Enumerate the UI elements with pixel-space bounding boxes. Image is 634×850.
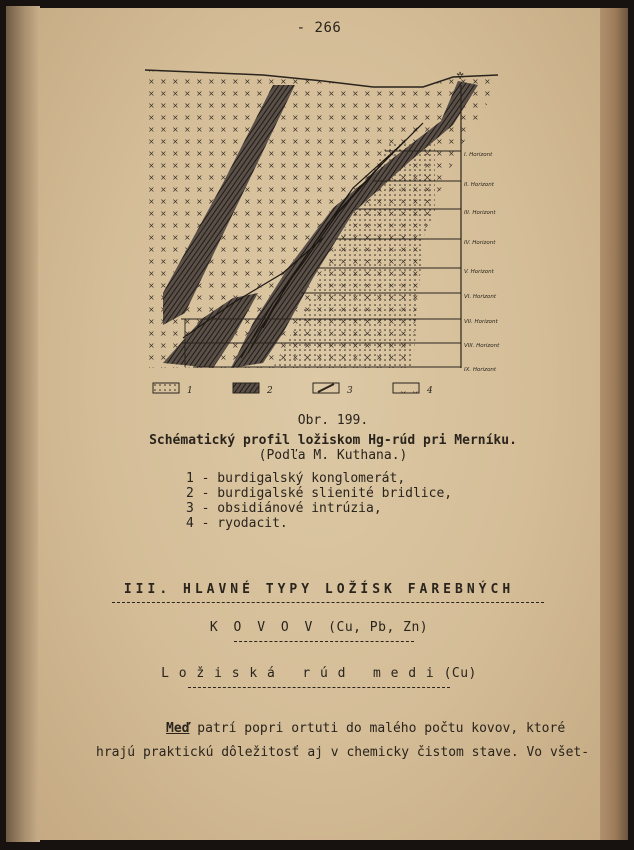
figure-legend (153, 383, 433, 396)
body-line-1 (166, 718, 634, 740)
legend-key-4: 4 (427, 386, 433, 396)
legend-swatch-rhyodacite (393, 383, 419, 393)
subsection-heading (38, 666, 600, 681)
legend-key-1: 1 (187, 386, 193, 396)
horizon-label-7: VII. Horizont (464, 319, 498, 325)
figure-title: Schématický profil ložiskom Hg-rúd pri Merníku. (149, 433, 517, 448)
horizon-label-9: IX. Horizont (464, 367, 497, 373)
heading-underline-2 (234, 641, 414, 642)
legend-item-4: 4 - ryodacit. (186, 516, 288, 531)
book-page (38, 8, 600, 840)
horizon-labels (464, 152, 500, 373)
figure-number: Obr. 199. (297, 413, 369, 428)
page-number: - 266 (296, 20, 342, 36)
page-edge (598, 8, 628, 840)
horizon-label-8: VIII. Horizont (464, 343, 500, 349)
term-med: Meď (166, 721, 190, 736)
copper-symbol: (Cu) (443, 666, 477, 681)
legend-swatch-shale (233, 383, 259, 393)
horizon-label-6: VI. Horizont (464, 294, 497, 300)
metals-elements: (Cu, Pb, Zn) (328, 620, 429, 635)
legend-item-3: 3 - obsidiánové intrúzia, (186, 501, 382, 516)
body-line-1-rest: patrí popri ortuti do malého počtu kovov, ktoré (189, 721, 566, 736)
horizon-label-3: III. Horizont (464, 210, 496, 216)
section-heading: III. HLAVNÉ TYPY LOŽÍSK FAREBNÝCH (123, 582, 515, 597)
legend-key-3: 3 (347, 386, 353, 396)
book-spine (6, 6, 40, 842)
legend-item-2: 2 - burdigalské slienité bridlice, (186, 486, 453, 501)
subheading-underline (188, 687, 450, 688)
body-line-2: hrajú praktickú dôležitosť aj v chemicky čistom stave. Vo všet- (96, 745, 590, 760)
copper-deposits-title: L o ž i s k á r ú d m e d i (161, 666, 435, 681)
legend-text-list (186, 471, 516, 531)
legend-key-2: 2 (267, 386, 273, 396)
legend-item-1: 1 - burdigalský konglomerát, (186, 471, 406, 486)
geological-profile-figure (123, 63, 513, 413)
horizon-label-2: II. Horizont (464, 182, 494, 188)
legend-swatch-conglomerate (153, 383, 179, 393)
figure-source: (Podľa M. Kuthana.) (258, 448, 408, 463)
horizon-label-4: IV. Horizont (464, 240, 496, 246)
metals-word: K O V O V (209, 620, 317, 635)
shaft-marker: ✲ (456, 71, 465, 82)
horizon-label-5: V. Horizont (464, 269, 494, 275)
horizon-label-1: I. Horizont (464, 152, 493, 158)
section-heading-metals (38, 620, 600, 635)
heading-underline-1 (112, 602, 544, 603)
